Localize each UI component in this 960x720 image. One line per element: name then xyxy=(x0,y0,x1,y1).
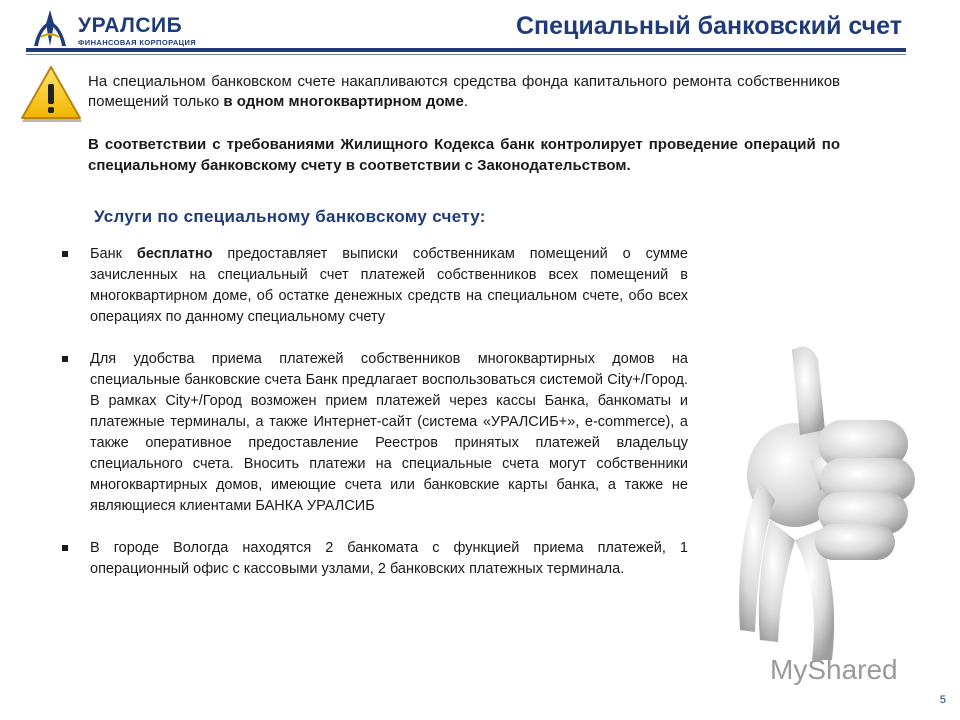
logo-name: УРАЛСИБ xyxy=(78,14,183,37)
law-paragraph: В соответствии с требованиями Жилищного Кодекса банк контролирует проведение операций по специальному банковскому счету в соответствии с Законодательством. xyxy=(88,136,840,174)
logo-emblem-icon xyxy=(28,6,72,50)
services-heading: Услуги по специальному банковскому счету: xyxy=(94,207,486,226)
company-logo xyxy=(28,6,218,50)
list-item: Банк бесплатно предоставляет выписки собственникам помещений о сумме зачисленных на специальный счет платежей собственников всех помещений в многоквартирном доме, об остатке денежных средств на специальном счете, обо всех операциях по данному специальному счету xyxy=(58,244,688,328)
list-item: В городе Вологда находятся 2 банкомата с функцией приема платежей, 1 операционный офис с кассовыми узлами, 2 банковских платежных терминала. xyxy=(58,538,688,580)
title-divider-thin xyxy=(26,54,906,55)
intro-paragraph: На специальном банковском счете накапливаются средства фонда капитального ремонта собственников помещений только в одном многоквартирном доме. xyxy=(88,73,840,110)
warning-triangle-icon xyxy=(18,64,84,124)
watermark: MyShared xyxy=(770,654,898,685)
bullet-icon xyxy=(62,251,68,257)
intro-bold: в одном многоквартирном доме xyxy=(223,93,464,110)
logo-subtitle: ФИНАНСОВАЯ КОРПОРАЦИЯ xyxy=(78,38,197,47)
page-title: Специальный банковский счет xyxy=(515,12,902,40)
services-list xyxy=(58,244,688,601)
list-item: Для удобства приема платежей собственников многоквартирных домов на специальные банковские счета Банк предлагает воспользоваться системой City+/Город. В рамках City+/Город возможен прием платежей через кассы Банка, банкоматы и платежные терминалы, а также Интернет-сайт (система «УРАЛСИБ+», e-commerce), а также оперативное предоставление Реестров принятых платежей владельцу специального счета. Вносить платежи на специальные счета могут собственники многоквартирных домов, имеющие счета или банковские карты банка, а также не являющиеся клиентами БАНКА УРАЛСИБ xyxy=(58,349,688,517)
title-divider xyxy=(26,48,906,52)
page-number: 5 xyxy=(939,694,946,706)
thumbs-up-figure-illustration xyxy=(700,340,950,695)
bullet-icon xyxy=(62,545,68,551)
bullet-icon xyxy=(62,356,68,362)
